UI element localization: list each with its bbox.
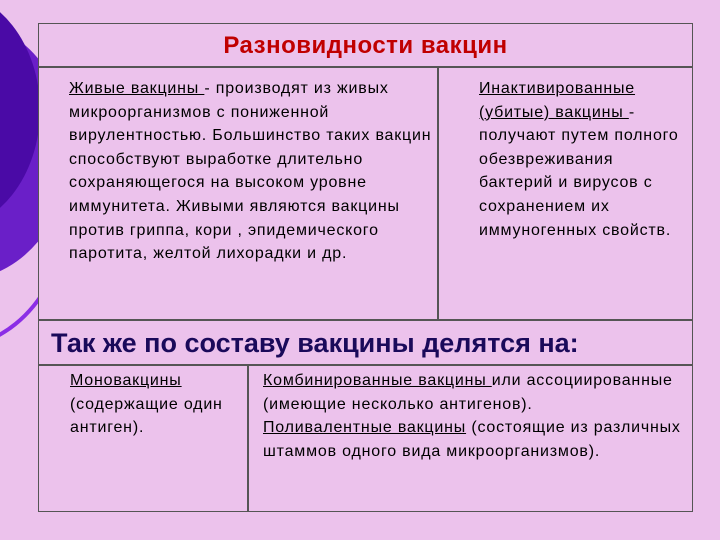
live-vaccines-description: - производят из живых микроорганизмов с пониженной вирулентностью. Большинство таких вакцин способствуют выработке длительно сохраняющегося на высоком уровне иммунитета. Живыми являются вакцины против гриппа, кори , эпидемического паротита, желтой лихорадки и др. [69,80,432,263]
inactivated-vaccines-term: Инактивированные (убитые) вакцины [479,80,636,121]
inactivated-vaccines-text [479,77,691,242]
title-row [38,23,693,67]
page-title: Разновидности вакцин [223,32,508,59]
live-vaccines-term: Живые вакцины [69,80,205,97]
live-vaccines-text [69,77,434,266]
polyvalent-vaccines-term: Поливалентные вакцины [263,419,467,437]
inactivated-vaccines-description: - получают путем полного обезвреживания бактерий и вирусов с сохранением их иммуногенных свойств. [479,103,679,239]
composition-row [38,320,693,365]
combined-vaccines-term: Комбинированные вакцины [263,372,492,389]
combined-vaccines-cell [248,365,693,512]
live-vaccines-cell [38,67,438,320]
inactivated-vaccines-cell [438,67,693,320]
polyvalent-vaccines-description: (состоящие из различных штаммов одного вида микроорганизмов). [263,419,681,460]
monovaccines-cell [38,365,248,512]
monovaccines-description: (содержащие один антиген). [70,395,223,437]
monovaccines-text [70,369,246,440]
composition-heading: Так же по составу вакцины делятся на: [51,328,579,358]
combined-vaccines-text [263,369,691,463]
combined-vaccines-description: или ассоциированные (имеющие несколько антигенов). [263,372,673,413]
monovaccines-term: Моновакцины [70,372,182,389]
